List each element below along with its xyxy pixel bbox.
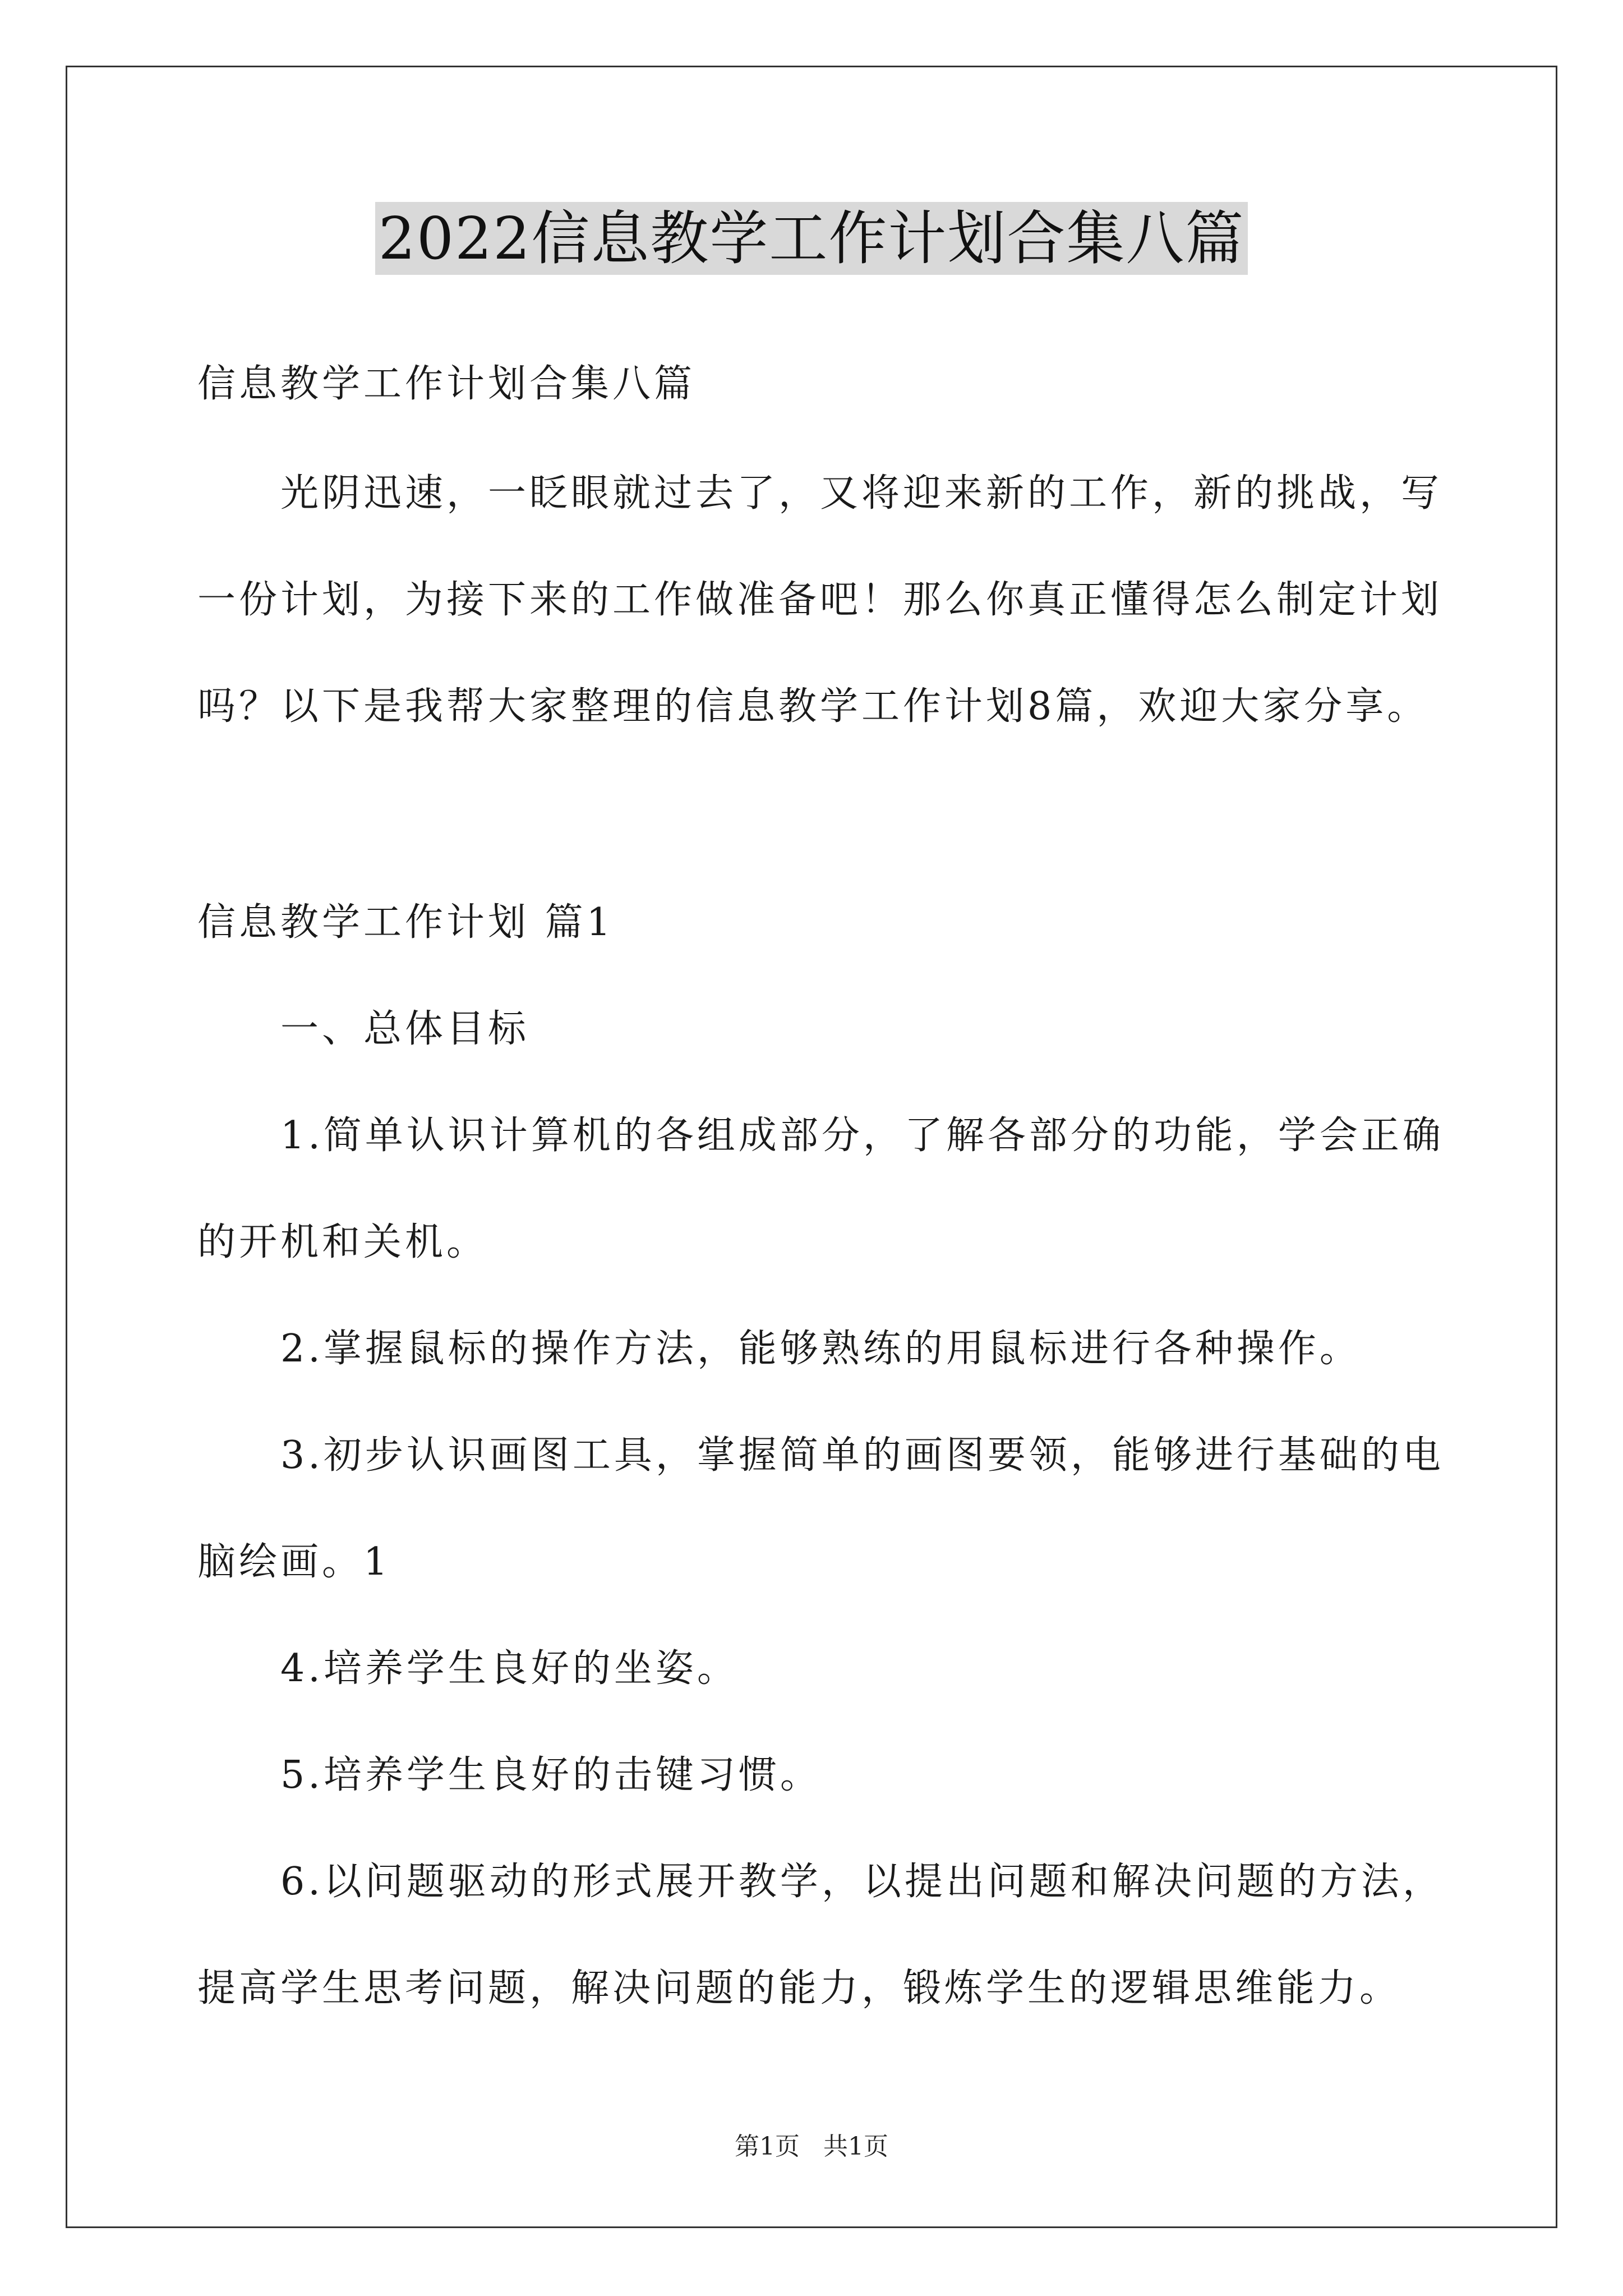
section-heading: 信息教学工作计划 篇1 [197,900,614,945]
list-item: 2.掌握鼠标的操作方法，能够熟练的用鼠标进行各种操作。 [280,1327,1361,1371]
list-item: 的开机和关机。 [197,1220,488,1264]
intro-line-1: 光阴迅速，一眨眼就过去了，又将迎来新的工作，新的挑战，写 [280,471,1443,516]
list-item: 1.简单认识计算机的各组成部分，了解各部分的功能，学会正确 [280,1114,1444,1158]
list-item: 3.初步认识画图工具，掌握简单的画图要领，能够进行基础的电 [280,1433,1444,1478]
title-container [0,202,1623,275]
page-number: 第1页 共1页 [735,2132,888,2161]
list-item: 4.培养学生良好的坐姿。 [280,1646,739,1691]
intro-line-2: 一份计划，为接下来的工作做准备吧！那么你真正懂得怎么制定计划 [197,578,1443,622]
list-item: 6.以问题驱动的形式展开教学，以提出问题和解决问题的方法， [280,1860,1444,1904]
intro-line-3: 吗？以下是我帮大家整理的信息教学工作计划8篇，欢迎大家分享。 [197,684,1429,729]
list-item: 5.培养学生良好的击键习惯。 [280,1753,822,1797]
list-item: 脑绘画。1 [197,1540,391,1584]
subheading-goals: 一、总体目标 [280,1007,530,1051]
document-title: 2022信息教学工作计划合集八篇 [375,202,1248,275]
document-subtitle: 信息教学工作计划合集八篇 [197,362,696,406]
list-item: 提高学生思考问题，解决问题的能力，锻炼学生的逻辑思维能力。 [197,1966,1401,2010]
